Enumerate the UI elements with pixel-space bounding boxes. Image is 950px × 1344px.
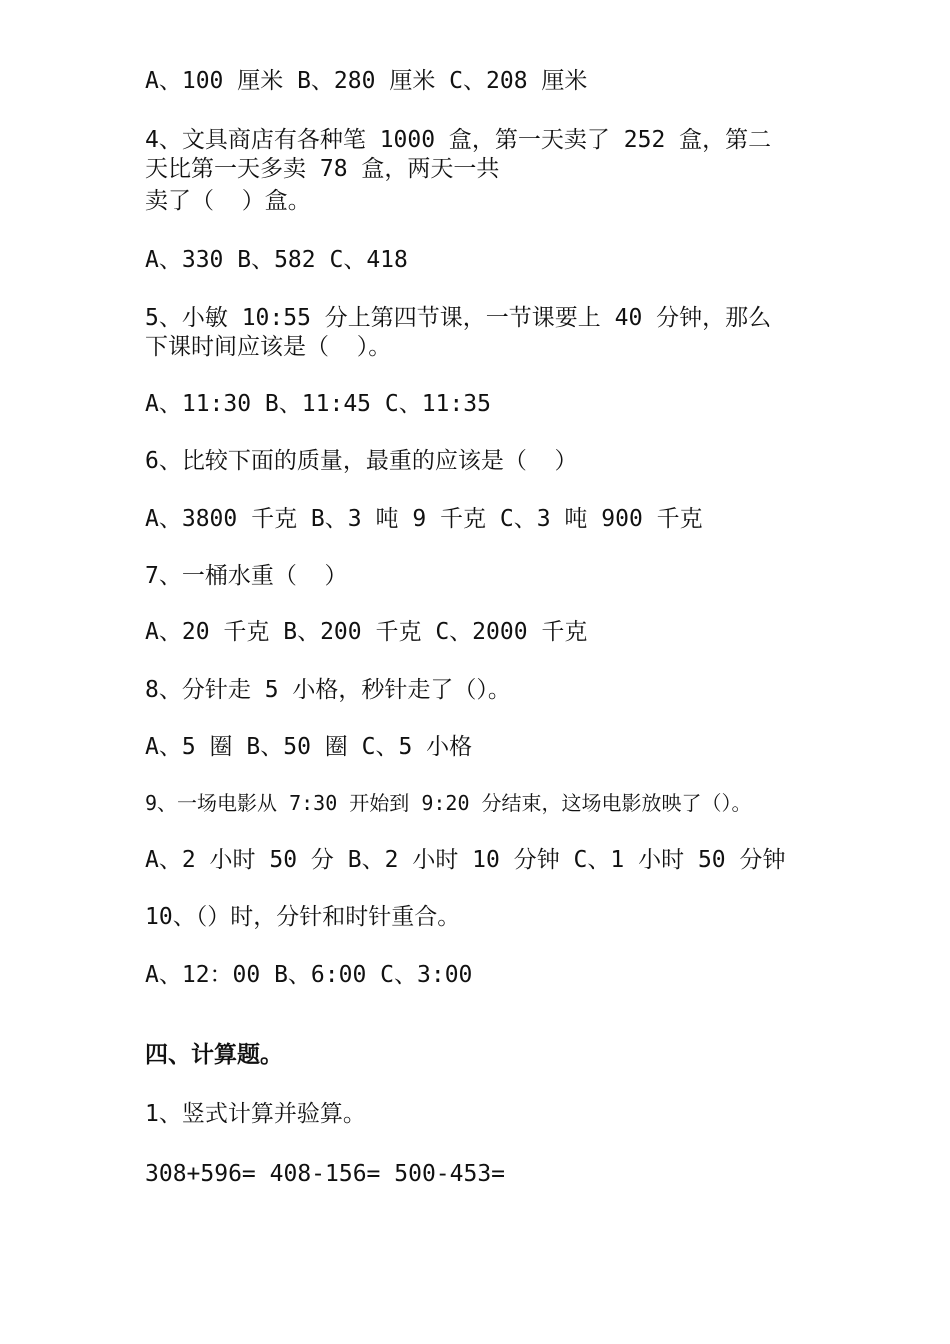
q4-options: A、330 B、582 C、418 [145, 247, 408, 273]
q3-options: A、100 厘米 B、280 厘米 C、208 厘米 [145, 68, 588, 94]
calc-q1-expressions: 308+596= 408-156= 500-453= [145, 1161, 506, 1187]
q9-text: 9、一场电影从 7:30 开始到 9:20 分结束，这场电影放映了（）。 [145, 791, 752, 815]
q5-text-line1: 5、小敏 10:55 分上第四节课，一节课要上 40 分钟，那么 [145, 305, 772, 331]
q5-text-line2: 下课时间应该是（ ）。 [145, 334, 392, 360]
q8-options: A、5 圈 B、50 圈 C、5 小格 [145, 734, 473, 760]
q10-options: A、12：00 B、6:00 C、3:00 [145, 962, 473, 988]
q6-text: 6、比较下面的质量，最重的应该是（ ） [145, 448, 578, 474]
q7-options: A、20 千克 B、200 千克 C、2000 千克 [145, 619, 588, 645]
q4-text-line3: 卖了（ ）盒。 [145, 188, 311, 214]
q7-text: 7、一桶水重（ ） [145, 563, 348, 589]
q9-options: A、2 小时 50 分 B、2 小时 10 分钟 C、1 小时 50 分钟 [145, 847, 786, 873]
section-heading-calculation: 四、计算题。 [145, 1042, 283, 1068]
q4-text-line1: 4、文具商店有各种笔 1000 盒，第一天卖了 252 盒，第二 [145, 127, 772, 153]
q4-text-line2: 天比第一天多卖 78 盒，两天一共 [145, 156, 500, 182]
q6-options: A、3800 千克 B、3 吨 9 千克 C、3 吨 900 千克 [145, 506, 703, 532]
q10-text: 10、（）时，分针和时针重合。 [145, 904, 461, 930]
calc-q1-instruction: 1、竖式计算并验算。 [145, 1101, 366, 1127]
q5-options: A、11:30 B、11:45 C、11:35 [145, 391, 491, 417]
q8-text: 8、分针走 5 小格，秒针走了（）。 [145, 677, 511, 703]
